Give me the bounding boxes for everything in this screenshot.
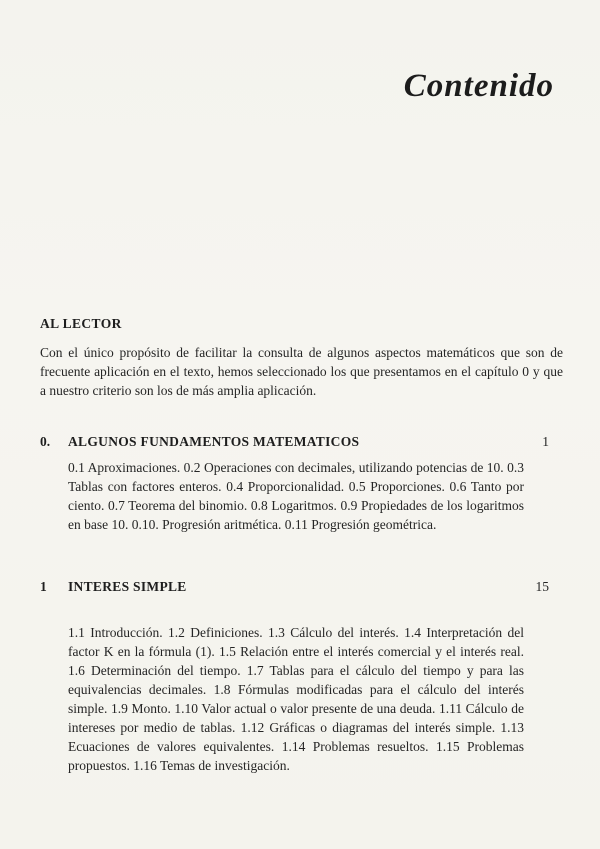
section-page-number: 15	[535, 579, 549, 594]
al-lector-heading: AL LECTOR	[40, 316, 122, 331]
section-heading	[40, 434, 549, 450]
section-heading	[40, 579, 549, 595]
toc-section-1	[40, 579, 549, 775]
section-page-number: 1	[542, 434, 549, 449]
toc-section-0	[40, 434, 549, 534]
section-title: INTERES SIMPLE	[68, 579, 187, 594]
section-title: ALGUNOS FUNDAMENTOS MATEMATICOS	[68, 434, 360, 449]
section-summary: 1.1 Introducción. 1.2 Definiciones. 1.3 Cálculo del interés. 1.4 Interpretación del factor K en la fórmula (1). 1.5 Relación entre el interés comercial y el interés real. 1.6 Determinación del tiempo. 1.7 Tablas para el cálculo del tiempo y para las equivalencias decimales. 1.8 Fórmulas modificadas para el cálculo del interés simple. 1.9 Monto. 1.10 Valor actual o valor presente de una deuda. 1.11 Cálculo de intereses por medio de tablas. 1.12 Gráficas o diagramas del interés simple. 1.13 Ecuaciones de valores equivalentes. 1.14 Problemas resueltos. 1.15 Problemas propuestos. 1.16 Temas de investigación.	[68, 625, 524, 773]
section-summary: 0.1 Aproximaciones. 0.2 Operaciones con decimales, utilizando potencias de 10. 0.3 Tablas con factores enteros. 0.4 Proporcionalidad. 0.5 Proporciones. 0.6 Tanto por ciento. 0.7 Teorema del binomio. 0.8 Logaritmos. 0.9 Propiedades de los logaritmos en base 10. 0.10. Progresión aritmética. 0.11 Progresión geométrica.	[68, 460, 524, 532]
al-lector-paragraph: Con el único propósito de facilitar la consulta de algunos aspectos matemáticos que son de frecuente aplicación en el texto, hemos seleccionado los que presentamos en el capítulo 0 y que a nuestro criterio son los de más amplia aplicación.	[40, 345, 563, 398]
page-title: Contenido	[403, 68, 554, 104]
al-lector-block	[40, 316, 563, 400]
section-number: 1	[40, 579, 47, 594]
section-number: 0.	[40, 434, 51, 449]
